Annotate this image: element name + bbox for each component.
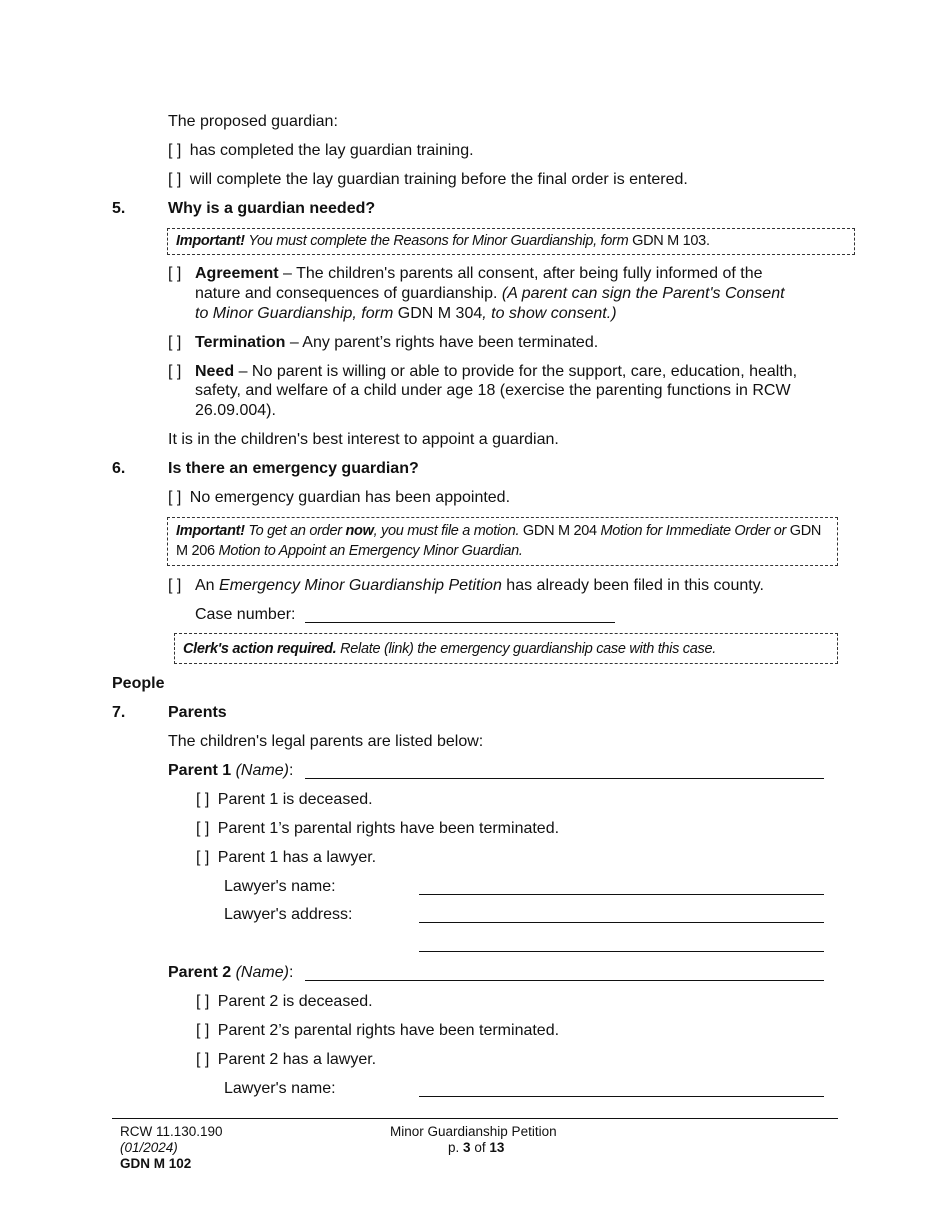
footer-rcw: RCW 11.130.190 (120, 1124, 223, 1139)
no-emergency-option[interactable]: [ ] No emergency guardian has been appointed. (168, 489, 511, 506)
parent-1-lawyer-address-field[interactable] (419, 922, 824, 923)
termination-checkbox[interactable]: [ ] (168, 334, 182, 351)
termination-line: Termination – Any parent’s rights have been terminated. (195, 334, 599, 351)
parent-1-lawyer-address-field-2[interactable] (419, 951, 824, 952)
important-note-motion-line2: M 206 Motion to Appoint an Emergency Minor Guardian. (176, 543, 523, 559)
parent-2-lawyer-name-field[interactable] (419, 1096, 824, 1097)
checkbox[interactable]: [ ] (168, 142, 182, 159)
section-7-title: Parents (168, 704, 227, 721)
case-number-field[interactable] (305, 622, 615, 623)
clerk-action-note: Clerk's action required. Relate (link) the emergency guardianship case with this case. (183, 641, 716, 657)
need-checkbox[interactable]: [ ] (168, 363, 182, 380)
parent-2-lawyer-option[interactable]: [ ] Parent 2 has a lawyer. (196, 1051, 377, 1068)
checkbox[interactable]: [ ] (196, 1051, 210, 1068)
checkbox[interactable]: [ ] (196, 1022, 210, 1039)
emergency-petition-checkbox[interactable]: [ ] (168, 577, 182, 594)
agreement-line2: nature and consequences of guardianship. (A parent can sign the Parent's Consent (195, 285, 785, 302)
need-line3: 26.09.004). (195, 402, 276, 419)
checkbox[interactable]: [ ] (196, 791, 210, 808)
form-ref: GDN (789, 523, 822, 539)
case-number-label: Case number: (195, 606, 296, 623)
section-7-number: 7. (112, 704, 126, 721)
footer-title: Minor Guardianship Petition (390, 1124, 557, 1139)
people-heading: People (112, 675, 165, 692)
checkbox[interactable]: [ ] (196, 849, 210, 866)
parent-1-lawyer-name-field[interactable] (419, 894, 824, 895)
footer-page-number: p. 3 of 13 (448, 1140, 505, 1155)
parent-1-terminated-option[interactable]: [ ] Parent 1’s parental rights have been terminated. (196, 820, 560, 837)
form-ref: GDN M 304 (397, 305, 483, 322)
form-ref: GDN M 204 (522, 523, 597, 539)
parent-1-lawyer-address-label: Lawyer's address: (224, 906, 353, 923)
checkbox[interactable]: [ ] (168, 489, 182, 506)
important-note-reasons: Important! You must complete the Reasons for Minor Guardianship, form GDN M 103. (176, 233, 710, 249)
need-label: Need (195, 363, 235, 380)
termination-label: Termination (195, 334, 286, 351)
parent-1-lawyer-option[interactable]: [ ] Parent 1 has a lawyer. (196, 849, 377, 866)
parents-intro: The children's legal parents are listed below: (168, 733, 484, 750)
clerk-action-label: Clerk's action required. (183, 641, 337, 657)
parent-2-lawyer-name-label: Lawyer's name: (224, 1080, 336, 1097)
section-6-title: Is there an emergency guardian? (168, 460, 419, 477)
agreement-label: Agreement (195, 265, 279, 282)
training-will-complete-option[interactable] (168, 171, 688, 189)
training-completed-label: has completed the lay guardian training. (189, 142, 474, 159)
section-5-title: Why is a guardian needed? (168, 200, 376, 217)
proposed-guardian-label: The proposed guardian: (168, 113, 338, 130)
parent-1-deceased-option[interactable]: [ ] Parent 1 is deceased. (196, 791, 373, 808)
parent-1-name-label: Parent 1 (Name): (168, 762, 294, 779)
checkbox[interactable]: [ ] (196, 820, 210, 837)
need-line1: Need – No parent is willing or able to provide for the support, care, education, health, (195, 363, 798, 380)
section-5-number: 5. (112, 200, 126, 217)
agreement-line3: to Minor Guardianship, form GDN M 304, to show consent.) (195, 305, 617, 322)
parent-2-terminated-option[interactable]: [ ] Parent 2’s parental rights have been terminated. (196, 1022, 560, 1039)
form-ref: M 206 (176, 543, 215, 559)
important-label: Important! (176, 523, 245, 539)
checkbox[interactable]: [ ] (168, 171, 182, 188)
training-completed-option[interactable] (168, 142, 474, 160)
checkbox[interactable]: [ ] (196, 993, 210, 1010)
important-label: Important! (176, 233, 245, 249)
section-6-number: 6. (112, 460, 126, 477)
best-interest-statement: It is in the children's best interest to appoint a guardian. (168, 431, 559, 448)
footer-divider (112, 1118, 838, 1119)
parent-1-lawyer-name-label: Lawyer's name: (224, 878, 336, 895)
agreement-line1: Agreement – The children's parents all consent, after being fully informed of the (195, 265, 763, 282)
important-note-motion-line1: Important! To get an order now, you must file a motion. GDN M 204 Motion for Immediate Order or GDN (176, 523, 822, 539)
parent-1-name-field[interactable] (305, 778, 824, 779)
agreement-checkbox[interactable]: [ ] (168, 265, 182, 282)
training-will-complete-label: will complete the lay guardian training before the final order is entered. (189, 171, 688, 188)
footer-form-id: GDN M 102 (120, 1156, 192, 1171)
form-ref: GDN M 103. (632, 233, 710, 249)
footer-date: (01/2024) (120, 1140, 178, 1155)
parent-2-name-field[interactable] (305, 980, 824, 981)
emergency-petition-line: An Emergency Minor Guardianship Petition has already been filed in this county. (195, 577, 764, 594)
parent-2-name-label: Parent 2 (Name): (168, 964, 294, 981)
need-line2: safety, and welfare of a child under age 18 (exercise the parenting functions in RCW (195, 382, 791, 399)
parent-2-deceased-option[interactable]: [ ] Parent 2 is deceased. (196, 993, 373, 1010)
